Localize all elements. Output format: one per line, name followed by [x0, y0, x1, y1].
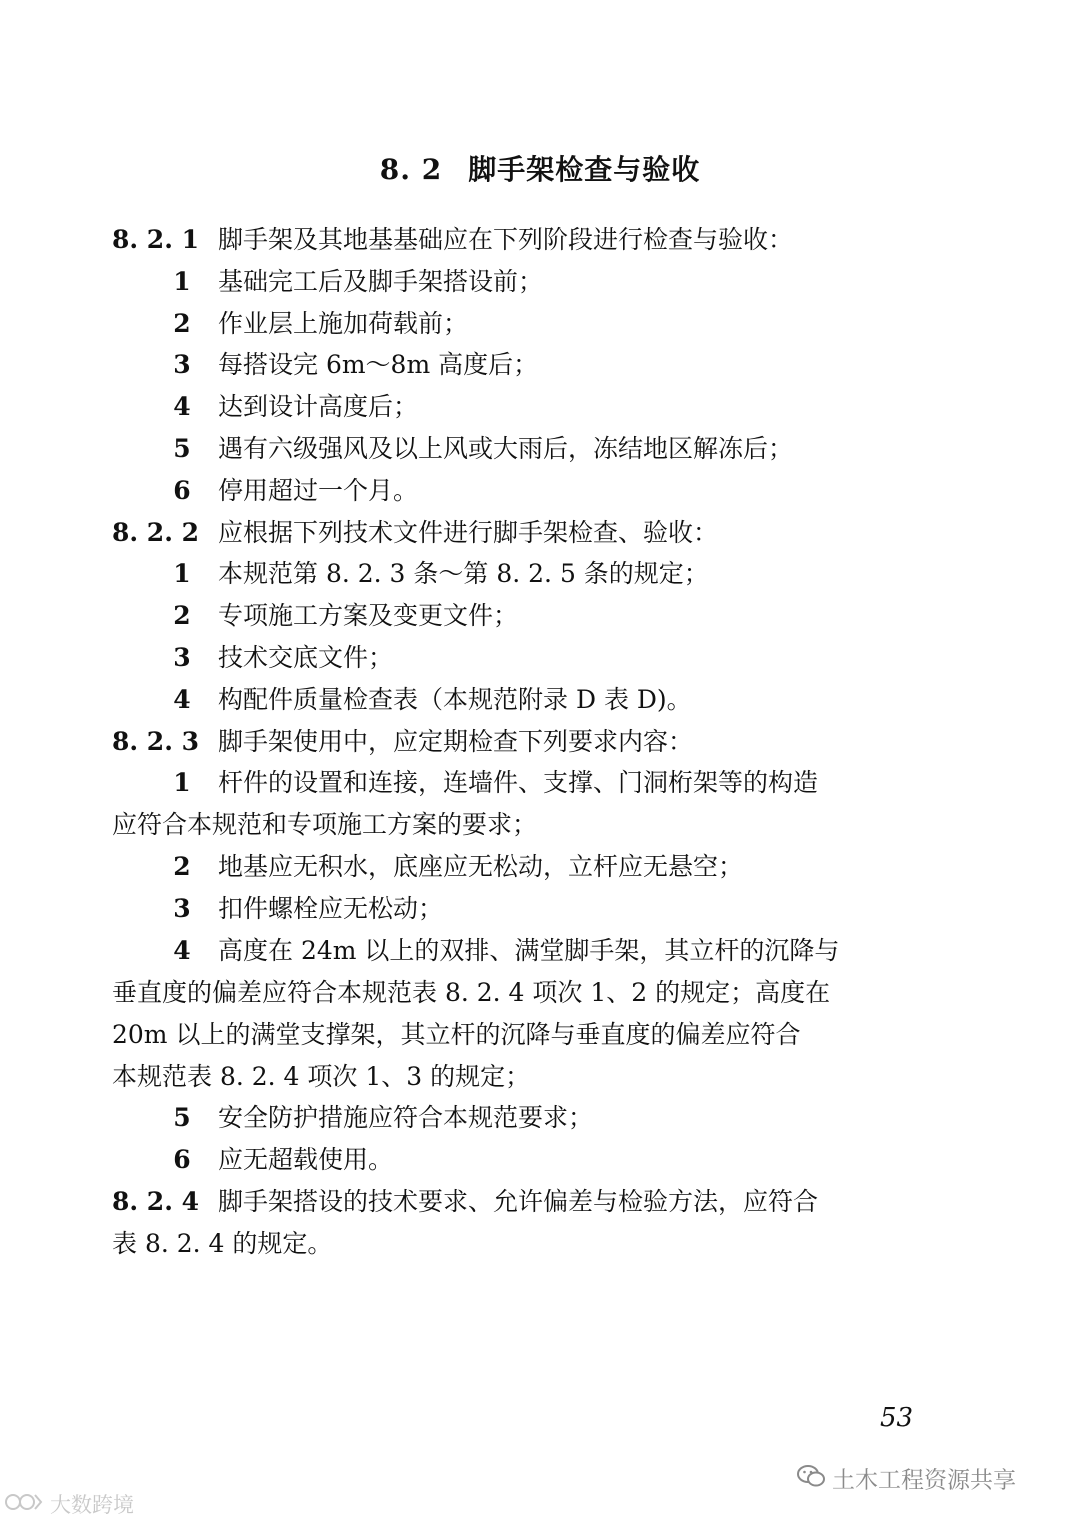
clause-text: 脚手架及其地基基础应在下列阶段进行检查与验收： — [218, 225, 794, 254]
wechat-icon — [796, 1463, 826, 1499]
item-number: 4 — [173, 685, 191, 714]
continuation-text: 20m 以上的满堂支撑架，其立杆的沉降与垂直度的偏差应符合 — [112, 1020, 801, 1049]
continuation-text: 表 8. 2. 4 的规定。 — [112, 1229, 333, 1258]
item-text: 遇有六级强风及以上风或大雨后，冻结地区解冻后； — [218, 434, 794, 463]
page-number: 53 — [880, 1403, 914, 1433]
item-text: 地基应无积水，底座应无松动，立杆应无悬空； — [218, 852, 744, 881]
watermark-source-text: 土木工程资源共享 — [832, 1467, 1016, 1494]
item-number: 2 — [173, 601, 191, 630]
clause-text: 脚手架使用中，应定期检查下列要求内容： — [218, 727, 694, 756]
clause-number: 8. 2. 2 — [112, 518, 199, 547]
item-text: 扣件螺栓应无松动； — [218, 894, 444, 923]
clause-number: 8. 2. 4 — [112, 1187, 199, 1216]
item-number: 3 — [173, 894, 191, 923]
item-text: 本规范第 8. 2. 3 条～第 8. 2. 5 条的规定； — [218, 559, 709, 588]
item-number: 1 — [173, 267, 191, 296]
item-text: 专项施工方案及变更文件； — [218, 601, 519, 630]
watermark-brand — [4, 1489, 134, 1522]
item-number: 4 — [173, 936, 191, 965]
item-text: 构配件质量检查表（本规范附录 D 表 D)。 — [218, 685, 692, 714]
item-text: 安全防护措施应符合本规范要求； — [218, 1103, 594, 1132]
item-number: 2 — [173, 852, 191, 881]
brand-logo-icon — [4, 1490, 44, 1522]
item-text: 基础完工后及脚手架搭设前； — [218, 267, 544, 296]
continuation-text: 本规范表 8. 2. 4 项次 1、3 的规定； — [112, 1062, 531, 1091]
item-text: 杆件的设置和连接，连墙件、支撑、门洞桁架等的构造 — [218, 768, 819, 797]
section-heading — [0, 150, 1080, 190]
item-text: 作业层上施加荷载前； — [218, 309, 469, 338]
clause-number: 8. 2. 1 — [112, 225, 199, 254]
item-number: 1 — [173, 559, 191, 588]
item-number: 6 — [173, 476, 191, 505]
item-number: 5 — [173, 434, 191, 463]
item-text: 达到设计高度后； — [218, 392, 419, 421]
item-number: 2 — [173, 309, 191, 338]
item-text: 高度在 24m 以上的双排、满堂脚手架，其立杆的沉降与 — [218, 936, 840, 965]
watermark-brand-text: 大数跨境 — [50, 1493, 134, 1517]
continuation-text: 垂直度的偏差应符合本规范表 8. 2. 4 项次 1、2 的规定；高度在 — [112, 978, 831, 1007]
item-number: 1 — [173, 768, 191, 797]
item-number: 3 — [173, 643, 191, 672]
watermark-source — [796, 1463, 1016, 1499]
continuation-text: 应符合本规范和专项施工方案的要求； — [112, 810, 538, 839]
clause-text: 脚手架搭设的技术要求、允许偏差与检验方法，应符合 — [218, 1187, 819, 1216]
item-text: 停用超过一个月。 — [218, 476, 419, 505]
item-number: 6 — [173, 1145, 191, 1174]
item-number: 5 — [173, 1103, 191, 1132]
section-number: 8. 2 — [379, 153, 443, 186]
section-title-text: 脚手架检查与验收 — [468, 153, 701, 186]
clause-number: 8. 2. 3 — [112, 727, 199, 756]
item-text: 应无超载使用。 — [218, 1145, 394, 1174]
item-text: 每搭设完 6m～8m 高度后； — [218, 350, 539, 379]
item-number: 3 — [173, 350, 191, 379]
clause-text: 应根据下列技术文件进行脚手架检查、验收： — [218, 518, 719, 547]
item-number: 4 — [173, 392, 191, 421]
item-text: 技术交底文件； — [218, 643, 394, 672]
